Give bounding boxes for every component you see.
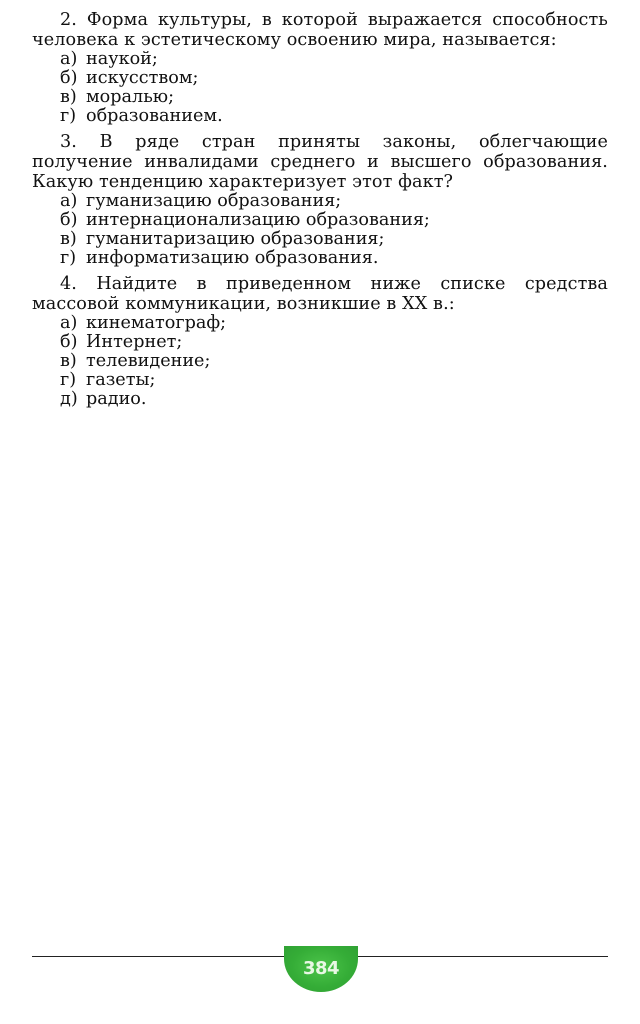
option-text: информатизацию образования.: [86, 248, 379, 268]
option-text: наукой;: [86, 49, 158, 69]
option-item: [60, 107, 608, 126]
option-text: газеты;: [86, 370, 156, 390]
question-2: [32, 10, 608, 126]
option-text: гуманизацию образования;: [86, 191, 342, 211]
option-text: радио.: [86, 389, 147, 409]
option-text: телевидение;: [86, 351, 211, 371]
option-item: [60, 371, 608, 390]
option-item: [60, 390, 608, 409]
option-letter: в): [60, 351, 77, 371]
question-3: [32, 132, 608, 268]
option-letter: б): [60, 210, 78, 230]
option-letter: а): [60, 49, 78, 69]
option-item: [60, 69, 608, 88]
option-letter: г): [60, 370, 77, 390]
option-text: моралью;: [86, 87, 175, 107]
option-letter: г): [60, 106, 77, 126]
page-content: [32, 10, 608, 415]
option-text: интернационализацию образования;: [86, 210, 430, 230]
page-number-badge: [284, 946, 358, 992]
option-letter: б): [60, 68, 78, 88]
option-letter: а): [60, 191, 78, 211]
option-letter: в): [60, 229, 77, 249]
question-4: [32, 274, 608, 409]
option-letter: б): [60, 332, 78, 352]
question-text: 3. В ряде стран приняты законы, облегчающие получение инвалидами среднего и высшего образования. Какую тенденцию характеризует этот факт?: [32, 132, 608, 192]
option-text: кинематограф;: [86, 313, 227, 333]
option-item: [60, 333, 608, 352]
option-item: [60, 192, 608, 211]
option-text: гуманитаризацию образования;: [86, 229, 385, 249]
option-item: [60, 352, 608, 371]
options-list: [32, 314, 608, 409]
option-item: [60, 50, 608, 69]
options-list: [32, 50, 608, 126]
option-text: образованием.: [86, 106, 223, 126]
options-list: [32, 192, 608, 268]
option-item: [60, 230, 608, 249]
option-letter: д): [60, 389, 78, 409]
option-letter: г): [60, 248, 77, 268]
option-letter: а): [60, 313, 78, 333]
option-text: искусством;: [86, 68, 199, 88]
option-text: Интернет;: [86, 332, 183, 352]
option-item: [60, 314, 608, 333]
option-item: [60, 249, 608, 268]
option-letter: в): [60, 87, 77, 107]
option-item: [60, 88, 608, 107]
page-number: 384: [302, 958, 340, 979]
question-text: 2. Форма культуры, в которой выражается способность человека к эстетическому освоению мира, называется:: [32, 10, 608, 50]
option-item: [60, 211, 608, 230]
question-text: 4. Найдите в приведенном ниже списке средства массовой коммуникации, возникшие в XX в.:: [32, 274, 608, 314]
